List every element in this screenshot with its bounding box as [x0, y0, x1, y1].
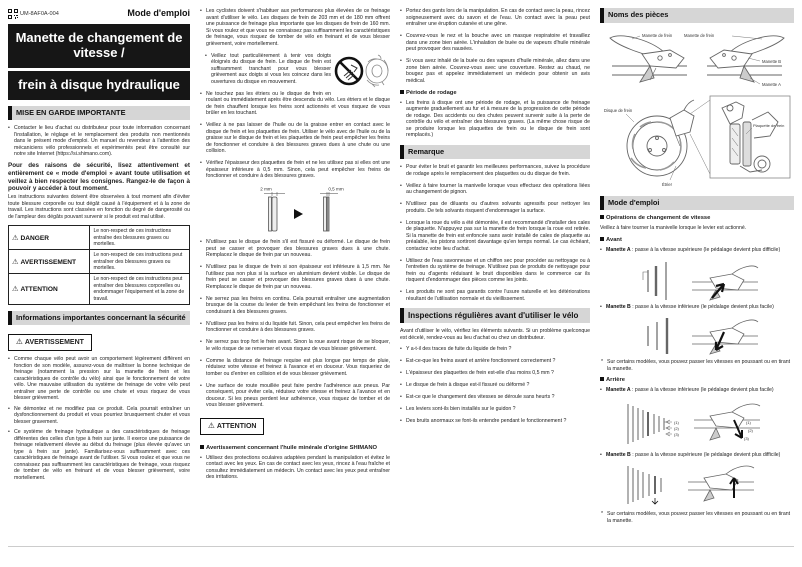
column-1: [8, 8, 190, 567]
bullet-item: • Vérifiez l'épaisseur des plaquettes de frein et ne les utilisez pas si elles ont une épaisseur inférieure à 0,5 mm. Sinon, cela peut empêcher les freins de fonctionner et conduire à des blessures graves.: [200, 160, 390, 180]
front-shift-b-diagram: [632, 314, 762, 356]
front-heading: [600, 237, 794, 244]
avertissement-box: [8, 334, 92, 351]
shift-note: Veillez à faire tourner la manivelle lorsque le levier est actionné.: [600, 225, 747, 232]
rear-heading: [600, 377, 794, 384]
square-bullet-icon: [400, 90, 404, 94]
bullet-item: • Ne touchez pas les étriers ou le disque de frein en roulant ou immédiatement après être descendu du vélo. Les étriers et le disque de frein chauffent lorsque les freins sont actionnés et vous risquez de vous brûler en les touchant.: [200, 91, 390, 117]
inspection-item: • Des bruits anormaux se font-ils entendre pendant le fonctionnement ?: [400, 418, 590, 425]
bullet-item: • N'utilisez pas de diluants ou d'autres solvants agressifs pour nettoyer les produits. De tels solvants risquent d'endommager la surface.: [400, 201, 590, 214]
section-header-remarque: Remarque: [400, 145, 590, 160]
avertissement-box-label: AVERTISSEMENT: [24, 339, 84, 347]
bullet-item: • Utilisez de l'eau savonneuse et un chiffon sec pour procéder au nettoyage ou à l'entretien du système de freinage. N'utilisez pas de produits de nettoyage pour frein ou d'agents réduisant le bruit disponibles dans le commerce car ils risquent d'endommager des pièces comme les joints.: [400, 258, 590, 284]
table-row-attention: [9, 274, 190, 304]
front-lever-b-name: Manette B: [606, 303, 631, 310]
table-row-danger: [9, 226, 190, 250]
caliper-label: Étrier: [662, 181, 673, 187]
shift-operations-heading-text: Opérations de changement de vitesse: [606, 215, 711, 222]
inspection-item: • Est-ce que le changement des vitesses se déroule sans heurts ?: [400, 394, 590, 401]
rodage-heading: [400, 90, 590, 97]
bullet-item: • Veillez à ne pas laisser de l'huile ou de la graisse entrer en contact avec le disque de frein et les plaquettes de frein. Utiliser le vélo avec de l'huile ou de la graisse sur le disque de frein et les plaquettes de frein peut empêcher les freins de fonctionner et conduire à des blessures graves dues à une chute ou une collision.: [200, 122, 390, 155]
bullet-item: • N'utilisez pas le disque de frein si son épaisseur est inférieure à 1,5 mm. Ne l'utilisez pas non plus si la surface en aluminium devient visible. Le disque de frein peut se casser et provoquer des blessures graves dues à une chute. Remplacez le disque de frein par un nouveau.: [200, 264, 390, 290]
square-bullet-icon: [600, 377, 604, 381]
front-lever-b-text: : passe à la vitesse inférieure (le pédalage devient plus facile): [630, 303, 774, 310]
lever-b-label: Manette B: [762, 58, 782, 64]
bullet-item: • Couvrez-vous le nez et la bouche avec un masque respiratoire et travaillez dans une zone bien aérée. L'inhalation de buée ou de vapeurs d'huile minérale peut provoquer des nausées.: [400, 33, 590, 53]
danger-description: Le non-respect de ces instructions entraîne des blessures graves ou mortelles.: [90, 226, 190, 250]
shift-operations-heading: [600, 215, 794, 222]
square-bullet-icon: [200, 445, 204, 449]
rear-lever-b-name: Manette B: [606, 451, 631, 458]
lever-parts-diagram: [602, 28, 792, 92]
pad-thickness-diagram: [230, 185, 360, 237]
attention-description: Le non-respect de ces instructions peut entraîner des blessures corporelles ou endommager l'équipement et la zone de travail.: [90, 274, 190, 304]
pad-label: Plaquette de frein: [753, 122, 785, 128]
inspection-item: • Les leviers sont-ils bien installés sur le guidon ?: [400, 406, 590, 413]
rear-shift-b-diagram: [622, 462, 772, 508]
front-lever-a-text: : passe à la vitesse supérieure (le pédalage devient plus difficile): [630, 247, 781, 253]
avertissement-label: AVERTISSEMENT: [20, 258, 77, 266]
bullet-item: • Utilisez des protections oculaires adaptées pendant la manipulation et évitez le contact avec les yeux. En cas de contact avec les yeux, rincez à l'eau fraîche et consultez immédiatement un médecin. Un contact avec les yeux peut entraîner des irritations.: [200, 455, 390, 481]
section-header-safety-info: Informations importantes concernant la sécurité: [8, 311, 190, 326]
rear-lever-b-text: : passe à la vitesse supérieure (le pédalage devient plus difficile): [630, 451, 781, 458]
rear-lever-a-item: [600, 387, 794, 394]
column-2: [200, 8, 390, 567]
bullet-item: • N'utilisez pas le disque de frein s'il est fissuré ou déformé. Le disque de frein peut se casser et provoquer des blessures graves dues à une chute. Remplacez le disque de frein par un nouveau.: [200, 239, 390, 259]
bullet-item: • Lorsque la roue du vélo a été démontée, il est recommandé d'installer des cales de plaquette. N'appuyez pas sur la manette de frein lorsque la roue est retirée. Si la manette de frein est enfoncée sans avoir installé de cales de plaquette au préalable, les pistons sortiront davantage qu'en temps normal. Le cas échéant, contactez votre lieu d'achat.: [400, 220, 590, 253]
rear-step-label: (1): [746, 419, 751, 425]
inspection-intro: Avant d'utiliser le vélo, vérifiez les éléments suivants. Si un problème quelconque est décelé, rendez-vous au lieu d'achat ou chez un distributeur.: [400, 328, 590, 341]
brake-lever-label: Manette de frein: [642, 32, 673, 38]
bullet-item: • Les cyclistes doivent s'habituer aux performances plus élevées de ce freinage avant d'utiliser le vélo. Les disques de frein de 203 mm et de 180 mm offrent une puissance de freinage plus importante que les disques de frein de 160 mm. Si vous roulez et que vous ne connaissez pas suffisamment les caractéristiques de freinage, vous risquez de tomber de vélo en freinant et de vous blesser grièvement, voire mortellement.: [200, 8, 390, 47]
bullet-item: • Veillez à faire tourner la manivelle lorsque vous effectuez des opérations liées au changement de pignon.: [400, 183, 590, 196]
oil-warning-heading-text: Avertissement concernant l'huile minérale d'origine SHIMANO: [206, 444, 378, 451]
bullet-item: • Ne serrez pas les freins en continu. Cela pourrait entraîner une augmentation brusque de la course du levier de frein empêchant les freins de fonctionner et conduisant à des blessures graves.: [200, 296, 390, 316]
safety-bold-notice: Pour des raisons de sécurité, lisez attentivement et entièrement ce « mode d'emploi » avant toute utilisation et veillez à bien respecter les consignes. Rangez-le de façon à pouvoir y accéder à tout moment.: [8, 161, 190, 193]
page-title-line2: frein à disque hydraulique: [8, 71, 190, 100]
qr-code-icon: [8, 9, 18, 19]
no-touch-disc-icon: [334, 54, 390, 91]
rear-step-label: (2): [748, 427, 753, 433]
arrow-right-icon: [294, 209, 303, 219]
rear-lever-a-name: Manette A: [606, 387, 631, 394]
rear-step-label: (1): [674, 419, 679, 425]
inspection-item: • Est-ce-que les freins avant et arrière fonctionnent correctement ?: [400, 358, 590, 365]
brake-lever-label: Manette de frein: [684, 32, 715, 38]
footnote: * Sur certains modèles, vous pouvez passer les vitesses en poussant ou en tirant la manette.: [600, 359, 794, 372]
attention-label: ATTENTION: [20, 286, 58, 294]
section-header-usage: Mode d'emploi: [600, 196, 794, 211]
square-bullet-icon: [600, 237, 604, 241]
warning-triangle-icon: ⚠: [208, 421, 215, 430]
bullet-item: • Les freins à disque ont une période de rodage, et la puissance de freinage augmente graduellement au fur et à mesure de la progression de cette période de rodage. Des accidents ou des chutes peuvent survenir suite à la perte de contrôle du vélo et entraîner des blessures graves. (La même chose risque de se produire lorsque les plaquettes de frein ou le disque de frein sont remplacés.): [400, 100, 590, 139]
rear-lever-b-item: [600, 452, 794, 459]
document-header: [8, 8, 190, 20]
bullet-item: • Pour éviter le bruit et garantir les meilleures performances, suivez la procédure de rodage après le remplacement des plaquettes ou du disque de frein.: [400, 164, 590, 177]
rear-step-label: (3): [744, 435, 749, 441]
warning-triangle-icon: ⚠: [16, 337, 23, 347]
inspection-item: • Le disque de frein à disque est-il fissuré ou déformé ?: [400, 382, 590, 389]
bullet-text: Veillez tout particulièrement à tenir vos doigts éloignés du disque de frein. Le disque de frein est suffisamment tranchant pour vous blesser grièvement aux doigts si vous les coincez dans les ouvertures du disque en mouvement.: [211, 52, 331, 85]
front-shift-a-diagram: [632, 258, 762, 302]
document-code: UM-8AF0A-004: [20, 10, 59, 17]
warning-levels-table: [8, 225, 190, 305]
rear-step-label: (2): [674, 425, 679, 431]
inspection-item: • L'épaisseur des plaquettes de frein est-elle d'au moins 0,5 mm ?: [400, 370, 590, 377]
attention-box-label: ATTENTION: [216, 423, 257, 430]
front-lever-a-item: [600, 247, 794, 254]
finger-warning-bullet: [205, 53, 390, 86]
intro-bullet: • Contacter le lieu d'achat ou distributeur pour toute information concernant l'installation, le réglage et le remplacement des produits non mentionnés dans le présent mode d'emploi. Un manuel du revendeur à l'attention des mécaniciens vélo professionnels et expérimentés peut être consulté sur notre site Internet (https://si.shimano.com).: [8, 125, 190, 158]
bullet-item: • Une surface de route mouillée peut faire perdre l'adhérence aux pneus. Par conséquent, pour éviter cela, réduisez votre vitesse et freinez à l'avance et en douceur. Si les pneus perdent leur adhérence, vous risquez de tomber et de vous blesser grièvement.: [200, 383, 390, 409]
bullet-item: • Les produits ne sont pas garantis contre l'usure naturelle et les détériorations résultant de l'utilisation normale et du vieillissement.: [400, 289, 590, 302]
page-title-line1: Manette de changement de vitesse /: [8, 24, 190, 68]
bullet-item: • Si vous avez inhalé de la buée ou des vapeurs d'huile minérale, allez dans une zone bien aérée. Couvrez-vous avec une couverture. Restez au chaud, ne bougez pas et appelez immédiatement un médecin pour obtenir un avis médical.: [400, 58, 590, 84]
rear-shift-a-diagram: [622, 398, 772, 450]
column-3: [400, 8, 590, 567]
classification-note: Les instructions suivantes doivent être observées à tout moment afin d'éviter toute blessure corporelle ou tout dégât causé à l'équipement et à la zone de travail. Les instructions sont classées en fonction du degré de dangerosité ou de l'ampleur des dégâts pouvant survenir si le produit est mal utilisé.: [8, 194, 190, 220]
footnote: * Sur certains modèles, vous pouvez passer les vitesses en poussant ou en tirant la manette.: [600, 511, 794, 524]
rear-heading-text: Arrière: [606, 377, 626, 383]
column-4: [600, 8, 794, 567]
bullet-item: • Portez des gants lors de la manipulation. En cas de contact avec la peau, rincez soigneusement avec du savon et de l'eau. Un contact avec la peau peut entraîner une éruption cutanée et une gêne.: [400, 8, 590, 28]
bullet-item: • Ne démontez et ne modifiez pas ce produit. Cela pourrait entraîner un dysfonctionnement du produit et vous pourriez brusquement chuter et vous blesser gravement.: [8, 406, 190, 426]
section-header-parts: Noms des pièces: [600, 8, 794, 23]
pad-new-dimension: 2 mm: [260, 186, 272, 192]
front-lever-b-item: [600, 304, 794, 311]
bullet-item: • Ce système de freinage hydraulique a des caractéristiques de freinage différentes des celles d'un type à frein sur jante. Il exerce une puissance de freinage relativement élevée au début du freinage (plus élevée qu'avec un type à frein sur jante). Familiarisez-vous suffisamment avec ces caractéristiques de freinage avant de l'utiliser. Si vous roulez et que vous ne connaissez pas suffisamment les caractéristiques de freinage, vous risquez de tomber de vélo en freinant et de vous blesser grièvement, voire mortellement.: [8, 429, 190, 481]
section-header-inspections: Inspections régulières avant d'utiliser le vélo: [400, 308, 590, 323]
inspection-item: • Y a-t-il des traces de fuite du liquide de frein ?: [400, 346, 590, 353]
bullet-item: • Comme la distance de freinage requise est plus longue par temps de pluie, réduisez votre vitesse et freinez à l'avance et en douceur. Vous risqueriez de tomber ou d'entrer en collision et de vous blesser grièvement.: [200, 358, 390, 378]
bullet-item: • Ne serrez pas trop fort le frein avant. Sinon la roue avant risque de se bloquer, le vélo risque de se renverser et vous risquez de vous blesser grièvement.: [200, 339, 390, 352]
rear-lever-a-text: : passe à la vitesse inférieure (le pédalage devient plus facile): [630, 387, 774, 394]
oil-warning-heading: [200, 445, 390, 452]
front-lever-a-name: Manette A: [606, 247, 631, 253]
danger-label: DANGER: [20, 234, 50, 242]
disc-brake-parts-diagram: [602, 94, 792, 190]
document-type-label: Mode d'emploi: [127, 8, 190, 19]
front-heading-text: Avant: [606, 236, 622, 243]
avertissement-description: Le non-respect de ces instructions peut entraîner des blessures graves ou mortelles.: [90, 250, 190, 274]
warning-triangle-icon: ⚠: [12, 256, 19, 266]
warning-triangle-icon: ⚠: [12, 232, 19, 242]
bullet-item: • Comme chaque vélo peut avoir un comportement légèrement différent en fonction de son modèle, assurez-vous de maîtriser la bonne technique de freinage (notamment la pression sur la manette de frein et les caractéristiques de contrôle du vélo) ainsi que le fonctionnement de votre vélo. Une mauvaise utilisation du système de freinage de votre vélo peut entraîner une perte de contrôle ou une chute et vous risquez de vous blesser grièvement.: [8, 356, 190, 402]
rodage-heading-text: Période de rodage: [406, 89, 457, 96]
square-bullet-icon: [600, 215, 604, 219]
lever-a-label: Manette A: [762, 81, 781, 87]
bullet-item: • N'utilisez pas les freins si du liquide fuit. Sinon, cela peut empêcher les freins de fonctionner et conduire à des blessures graves.: [200, 321, 390, 334]
page-footer-rule: [8, 546, 794, 547]
attention-box: [200, 418, 264, 435]
disc-label: Disque de frein: [604, 107, 633, 113]
section-header-safeguard: MISE EN GARDE IMPORTANTE: [8, 106, 190, 121]
rear-step-label: (3): [674, 431, 679, 437]
table-row-avertissement: [9, 250, 190, 274]
pad-worn-dimension: 0,5 mm: [328, 186, 344, 192]
warning-triangle-icon: ⚠: [12, 284, 19, 294]
